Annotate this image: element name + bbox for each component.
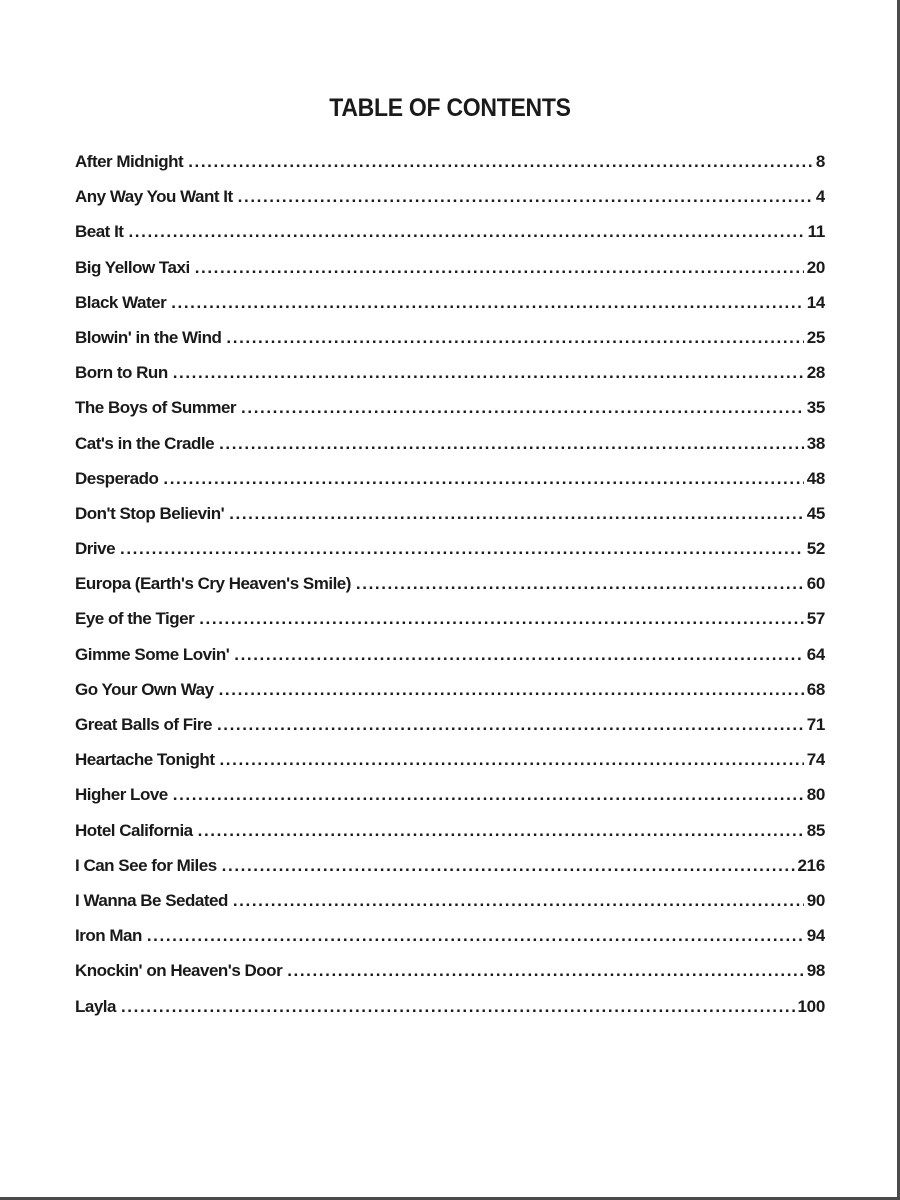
toc-page-number: 57 (806, 609, 825, 629)
toc-entry (75, 531, 825, 566)
toc-page-number: 216 (797, 855, 825, 875)
page-title: TABLE OF CONTENTS (329, 94, 571, 122)
toc-page-number: 80 (806, 785, 825, 805)
toc-song-title: Great Balls of Fire (75, 715, 212, 734)
toc-entry (75, 355, 825, 390)
toc-song-title: Born to Run (75, 363, 168, 383)
toc-entry (75, 707, 825, 742)
toc-page-number: 90 (806, 890, 825, 910)
toc-entry (75, 214, 825, 249)
toc-page-number: 4 (815, 187, 825, 207)
toc-entry (75, 426, 825, 461)
toc-entry (75, 285, 825, 320)
toc-page-number: 8 (815, 152, 825, 171)
toc-song-title: Layla (75, 996, 116, 1016)
dot-leader (219, 426, 804, 461)
toc-song-title: I Wanna Be Sedated (75, 890, 228, 910)
toc-song-title: Blowin' in the Wind (75, 327, 222, 347)
toc-page-number: 60 (806, 574, 825, 594)
dot-leader (171, 285, 804, 320)
dot-leader (219, 742, 803, 777)
toc-entry (75, 144, 825, 179)
dot-leader (121, 989, 795, 1024)
toc-entry (75, 179, 825, 214)
toc-page-number: 25 (806, 327, 825, 347)
toc-entry (75, 883, 825, 918)
toc-page-number: 48 (806, 468, 825, 488)
toc-entry (75, 566, 825, 601)
toc-entry (75, 777, 825, 812)
toc-page-number: 100 (797, 996, 825, 1016)
toc-page-number: 71 (806, 715, 825, 734)
toc-page-number: 14 (806, 292, 825, 312)
toc-song-title: After Midnight (75, 152, 184, 171)
dot-leader (226, 320, 803, 355)
dot-leader (217, 707, 804, 742)
toc-song-title: Black Water (75, 292, 167, 312)
toc-song-title: Go Your Own Way (75, 679, 214, 699)
toc-song-title: Higher Love (75, 785, 168, 805)
toc-song-title: Gimme Some Lovin' (75, 644, 230, 664)
dot-leader (229, 496, 803, 531)
toc-entry (75, 601, 825, 636)
toc-entry (75, 918, 825, 953)
dot-leader (198, 813, 804, 848)
toc-song-title: Desperado (75, 468, 159, 488)
dot-leader (188, 144, 813, 179)
dot-leader (234, 637, 803, 672)
toc-entry (75, 320, 825, 355)
toc-song-title: Hotel California (75, 820, 193, 840)
toc-song-title: The Boys of Summer (75, 398, 237, 418)
dot-leader (222, 848, 795, 883)
toc-page-number: 52 (806, 539, 825, 559)
dot-leader (173, 355, 804, 390)
toc-list (75, 144, 825, 1024)
toc-page-number: 11 (807, 222, 825, 242)
dot-leader (356, 566, 804, 601)
toc-page-number: 94 (806, 926, 825, 946)
dot-leader (199, 601, 803, 636)
toc-page-number: 28 (806, 363, 825, 383)
toc-entry (75, 461, 825, 496)
toc-entry (75, 742, 825, 777)
toc-page-number: 98 (806, 961, 825, 981)
toc-song-title: Eye of the Tiger (75, 609, 195, 629)
toc-entry (75, 989, 825, 1024)
toc-song-title: Don't Stop Believin' (75, 503, 225, 523)
toc-page-number: 64 (806, 644, 825, 664)
dot-leader (287, 953, 804, 988)
toc-song-title: Big Yellow Taxi (75, 257, 190, 277)
toc-song-title: I Can See for Miles (75, 855, 217, 875)
dot-leader (241, 390, 804, 425)
dot-leader (163, 461, 803, 496)
toc-page-number: 20 (806, 257, 825, 277)
toc-song-title: Beat It (75, 222, 124, 242)
toc-entry (75, 496, 825, 531)
toc-song-title: Iron Man (75, 926, 142, 946)
dot-leader (173, 777, 804, 812)
toc-song-title: Cat's in the Cradle (75, 433, 215, 453)
toc-entry (75, 637, 825, 672)
toc-entry (75, 848, 825, 883)
toc-entry (75, 953, 825, 988)
toc-page-number: 68 (806, 679, 825, 699)
toc-entry (75, 250, 825, 285)
toc-page-number: 85 (806, 820, 825, 840)
toc-entry (75, 672, 825, 707)
toc-song-title: Knockin' on Heaven's Door (75, 961, 283, 981)
toc-song-title: Drive (75, 539, 116, 559)
toc-page-number: 45 (806, 503, 825, 523)
dot-leader (128, 214, 804, 249)
toc-page-number: 35 (806, 398, 825, 418)
toc-entry (75, 813, 825, 848)
dot-leader (195, 250, 804, 285)
toc-page-number: 38 (806, 433, 825, 453)
toc-entry (75, 390, 825, 425)
dot-leader (238, 179, 813, 214)
dot-leader (219, 672, 804, 707)
dot-leader (233, 883, 804, 918)
toc-song-title: Heartache Tonight (75, 750, 215, 770)
toc-song-title: Any Way You Want It (75, 187, 233, 207)
toc-song-title: Europa (Earth's Cry Heaven's Smile) (75, 574, 351, 594)
toc-page-number: 74 (806, 750, 825, 770)
dot-leader (147, 918, 804, 953)
dot-leader (120, 531, 804, 566)
